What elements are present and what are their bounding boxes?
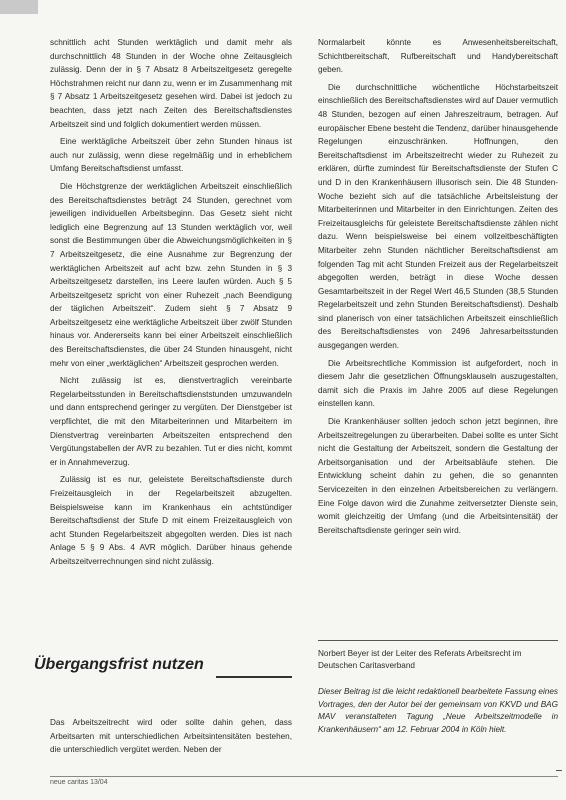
footer-text: neue caritas 13/04 [50,779,108,786]
source-note: Dieser Beitrag ist die leicht redaktionell bearbeitete Fassung eines Vortrages, den der Autor bei der gemeinsam von KKVD und BAG MAV veranstalteten Tagung „Neue Arbeitszeitmodelle in Krankenhäusern“ am 12. Februar 2004 in Köln hielt. [318,687,558,734]
right-paragraph-1: Normalarbeit könnte es Anwesenheitsbereitschaft, Schichtbereitschaft, Rufbereitschaft und Handybereitschaft geben. [318,38,558,75]
left-paragraph-1: schnittlich acht Stunden werktäglich und damit mehr als durchschnittlich 48 Stunden in der Woche ohne Zeitausgleich zulässig. Denn der in § 7 Absatz 8 Arbeitszeitgesetz geregelte Höchstrahmen reicht nur dann zu, wenn er im Zusammenhang mit § 7 Absatz 1 Arbeitszeitgesetz gesehen wird. Dabei ist jedoch zu beachten, dass jetzt nach Zeiten des Bereitschaftsdienstes Arbeitszeit sind und folglich dokumentiert werden müssen. [50,38,292,129]
left-paragraph-5: Zulässig ist es nur, geleistete Bereitschaftsdienste durch Freizeitausgleich in der Regelarbeitszeit abzugelten. Beispielsweise kann im Krankenhaus ein achtstündiger Bereitschaftsdienst der Stufe D mit einem Freizeitausgleich von acht Stunden Regelarbeitszeit abgegolten werden. Dies ist nach Anlage 5 § 9 Abs. 4 AVR möglich. Darüber hinaus gehende Arbeitszeitverrechnungen sind nicht zulässig. [50,475,292,566]
left-paragraph-2: Eine werktägliche Arbeitszeit über zehn Stunden hinaus ist auch nur zulässig, wenn diese regelmäßig und in erheblichem Umfang Bereitschaftsdienst umfasst. [50,137,292,174]
left-column [50,36,292,573]
right-paragraph-3: Die Arbeitsrechtliche Kommission ist aufgefordert, noch in diesem Jahr die gesetzlichen Öffnungsklauseln auszugestalten, damit sich die Praxis im Jahre 2005 auf diese Regelungen einstellen kann. [318,358,558,409]
author-note: Norbert Beyer ist der Leiter des Referats Arbeitsrecht im Deutschen Caritasverband [318,649,522,670]
right-column [318,36,558,541]
left-paragraph-3: Die Höchstgrenze der werktäglichen Arbeitszeit einschließlich des Bereitschaftsdienstes beträgt 24 Stunden, gerechnet vom jeweiligen individuellen Arbeitsbeginn. Das Gesetz sieht nicht lediglich eine Begrenzung auf 13 Stunden werktäglich vor, weil sonst die Bestimmungen über die Abweichungsmöglichkeiten in § 7 Arbeitszeitgesetz, die eine Ausnahme zur Begrenzung der werktäglichen Arbeitszeit auf acht bzw. zehn Stunden in § 3 Arbeitszeitgesetz darstellen, ins Leere laufen würden. Auch § 5 Arbeitszeitgesetz spricht von einer Ruhezeit „nach Beendigung der täglichen Arbeitszeit“. Zudem sieht § 7 Absatz 9 Arbeitszeitgesetz eine werktägliche Arbeitszeit über zwölf Stunden hinaus vor. Andererseits kann bei einer Arbeitszeit einschließlich des Bereitschaftsdienstes, die über 24 Stunden hinausgeht, nicht mehr von einer „werktäglichen“ Arbeitszeit gesprochen werden. [50,181,292,368]
left-bottom-paragraph: Das Arbeitszeitrecht wird oder sollte dahin gehen, dass Arbeitsarten mit unterschiedlichen Arbeitsintensitäten bestehen, die unterschiedlich vergütet werden. Neben der [50,718,292,755]
page-tab [0,0,38,14]
edge-mark [556,770,562,771]
section-heading: Übergangsfrist nutzen [34,656,204,673]
left-paragraph-4: Nicht zulässig ist es, dienstvertraglich vereinbarte Regelarbeitsstunden in Bereitschaftsdienststunden umzuwandeln und dann entsprechend geringer zu vergüten. Der Dienstgeber ist verpflichtet, die mit den Mitarbeiterinnen und Mitarbeitern im Dienstvertrag vereinbarten Arbeitszeiten entsprechend den Vergütungstabellen der AVR zu bezahlen. Tut er dies nicht, kommt er in Annahmeverzug. [50,376,292,467]
right-paragraph-2: Die durchschnittliche wöchentliche Höchstarbeitszeit einschließlich des Bereitschaftsdienstes wird auf Dauer vermutlich 48 Stunden, bezogen auf einen Jahreszeitraum, betragen. Auf europäischer Ebene besteht die Tendenz, darüber hinausgehende Regelungen einzuschränken. Hoffnungen, den Bereitschaftsdienst im Arbeitszeitrecht wieder zu Ruhezeit zu erklären, dürfte zumindest für Bereitschaftsdienste der Stufen C und D in den Krankenhäusern illusorisch sein. Die 48 Stunden-Woche bezieht sich auf die tatsächliche Arbeitsleistung der Mitarbeiterinnen und Mitarbeiter in den Einrichtungen. Zeiten des Freizeitausgleichs für geleistete Bereitschaftsdienste zählen nicht dazu. Wenn beispielsweise bei einem vollzeitbeschäftigten Mitarbeiter zehn Stunden nächtlicher Bereitschaftsdienst am folgenden Tag mit acht Stunden Freizeit aus der Regelarbeitszeit abgegolten werden, beträgt in diese Woche dessen Gesamtarbeitszeit in der Regel Wert 46,5 Stunden (38,5 Stunden Regelarbeitszeit und zehn Stunden Bereitschaftsdienst). Deshalb sind planerisch von einer tatsächlichen Arbeitszeit einschließlich des Bereitschaftsdienstes von 2496 Jahresarbeitsstunden ausgegangen werden. [318,82,558,351]
footer-rule [50,776,558,777]
right-paragraph-4: Die Krankenhäuser sollten jedoch schon jetzt beginnen, ihre Arbeitszeitregelungen zu überarbeiten. Dabei sollte es unter Sicht nicht die Gestaltung der Arbeitszeit, sondern die Gestaltung der Arbeitsorganisation und der Arbeitsabläufe stehen. Die Entwicklung scheint dahin zu gehen, die so genannten Servicezeiten in den einzelnen Arbeitsbereichen zu verlängern. Eine Folge davon wird die Zunahme zeitversetzter Dienste sein, womit gleichzeitig der Umfang (und die Arbeitsintensität) der Bereitschaftsdienste geringer sein wird. [318,417,558,535]
author-divider [318,640,558,641]
left-column-bottom [50,716,292,761]
heading-underline [216,676,292,678]
